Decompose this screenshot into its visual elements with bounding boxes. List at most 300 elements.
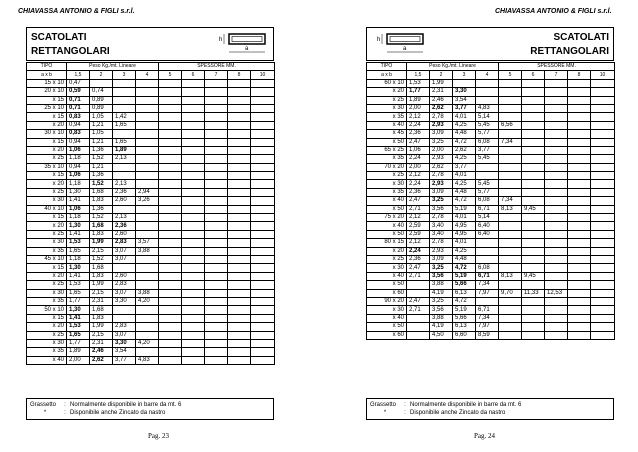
weight-cell bbox=[159, 214, 182, 222]
weight-cell: 6,08 bbox=[476, 264, 499, 272]
weight-cell bbox=[568, 180, 591, 188]
weight-cell bbox=[522, 172, 545, 180]
table-row bbox=[367, 306, 615, 314]
weight-cell bbox=[228, 348, 251, 356]
weight-cell: 1,41 bbox=[67, 230, 90, 238]
weight-cell bbox=[205, 79, 228, 87]
weight-cell bbox=[591, 104, 615, 112]
dimension-cell: x 20 bbox=[27, 180, 67, 188]
weight-cell: 4,25 bbox=[453, 121, 476, 129]
weight-cell: 1,77 bbox=[67, 297, 90, 305]
weight-cell: 3,07 bbox=[113, 247, 136, 255]
weight-cell bbox=[205, 339, 228, 347]
weight-cell bbox=[591, 331, 615, 339]
weight-cell: 2,12 bbox=[407, 172, 430, 180]
weight-cell: 6,71 bbox=[476, 306, 499, 314]
weight-cell bbox=[251, 146, 275, 154]
dimension-cell: x 40 bbox=[27, 356, 67, 364]
weight-cell: 1,41 bbox=[67, 272, 90, 280]
weight-cell bbox=[182, 255, 205, 263]
weight-cell bbox=[136, 306, 159, 314]
weight-cell bbox=[205, 323, 228, 331]
weight-cell bbox=[159, 331, 182, 339]
thickness-header-row bbox=[27, 71, 275, 79]
weight-cell bbox=[205, 96, 228, 104]
weight-cell: 1,83 bbox=[90, 197, 113, 205]
weight-cell bbox=[205, 222, 228, 230]
weight-cell: 1,65 bbox=[113, 121, 136, 129]
weight-cell: 3,77 bbox=[453, 104, 476, 112]
weight-cell: 0,94 bbox=[67, 163, 90, 171]
weight-cell bbox=[182, 230, 205, 238]
weight-cell: 4,72 bbox=[453, 297, 476, 305]
dimension-cell: x 20 bbox=[27, 222, 67, 230]
weight-cell: 4,25 bbox=[453, 180, 476, 188]
weight-cell bbox=[182, 239, 205, 247]
weight-cell bbox=[591, 289, 615, 297]
weight-cell: 0,71 bbox=[67, 104, 90, 112]
weight-cell bbox=[522, 214, 545, 222]
dimension-cell: x 50 bbox=[367, 281, 407, 289]
table-row bbox=[27, 113, 275, 121]
weight-cell bbox=[591, 306, 615, 314]
dimension-cell: x 15 bbox=[27, 96, 67, 104]
weight-cell bbox=[159, 155, 182, 163]
weight-cell bbox=[545, 264, 568, 272]
weight-cell bbox=[591, 264, 615, 272]
table-row bbox=[367, 255, 615, 263]
weight-cell bbox=[182, 197, 205, 205]
weight-cell bbox=[136, 314, 159, 322]
table-row bbox=[367, 146, 615, 154]
weight-cell bbox=[136, 348, 159, 356]
weight-cell: 2,93 bbox=[430, 155, 453, 163]
dimension-cell: x 35 bbox=[367, 188, 407, 196]
dimension-cell: x 30 bbox=[27, 239, 67, 247]
weight-cell bbox=[182, 289, 205, 297]
table-header-row bbox=[27, 63, 275, 71]
legend-right bbox=[366, 398, 614, 420]
table-row bbox=[27, 197, 275, 205]
weight-cell: 1,18 bbox=[67, 255, 90, 263]
weight-cell bbox=[522, 247, 545, 255]
weight-cell bbox=[568, 188, 591, 196]
table-row bbox=[367, 79, 615, 87]
weight-cell: 5,14 bbox=[476, 113, 499, 121]
weight-cell bbox=[545, 314, 568, 322]
weight-cell: 4,01 bbox=[453, 172, 476, 180]
weight-cell bbox=[251, 163, 275, 171]
weight-cell bbox=[499, 180, 522, 188]
table-row bbox=[27, 214, 275, 222]
thickness-col: 3 bbox=[453, 71, 476, 79]
weight-cell bbox=[499, 79, 522, 87]
dimension-cell: x 30 bbox=[367, 104, 407, 112]
table-row bbox=[367, 88, 615, 96]
company-name-right: CHIAVASSA ANTONIO & FIGLI s.r.l. bbox=[495, 8, 612, 15]
table-row bbox=[27, 230, 275, 238]
weight-cell bbox=[136, 104, 159, 112]
weight-cell bbox=[568, 163, 591, 171]
weight-cell bbox=[499, 163, 522, 171]
weight-cell: 3,07 bbox=[113, 289, 136, 297]
dimension-cell: 25 x 10 bbox=[27, 104, 67, 112]
weight-cell: 2,93 bbox=[430, 180, 453, 188]
legend-colon: : bbox=[404, 402, 406, 408]
weight-cell bbox=[499, 104, 522, 112]
weight-cell: 4,72 bbox=[453, 138, 476, 146]
weight-cell bbox=[251, 104, 275, 112]
weight-cell: 1,41 bbox=[67, 314, 90, 322]
weight-cell bbox=[136, 138, 159, 146]
table-row bbox=[27, 188, 275, 196]
weight-cell: 3,54 bbox=[453, 96, 476, 104]
weight-cell: 2,47 bbox=[407, 297, 430, 305]
weight-cell: 4,50 bbox=[430, 331, 453, 339]
weight-cell bbox=[591, 88, 615, 96]
weight-cell bbox=[545, 155, 568, 163]
weight-cell bbox=[205, 205, 228, 213]
weight-cell: 4,01 bbox=[453, 214, 476, 222]
table-row bbox=[367, 247, 615, 255]
weight-cell bbox=[568, 197, 591, 205]
dimension-cell: x 40 bbox=[367, 222, 407, 230]
weight-cell bbox=[545, 180, 568, 188]
weight-cell bbox=[591, 138, 615, 146]
weight-cell bbox=[136, 96, 159, 104]
weight-cell bbox=[159, 113, 182, 121]
weight-cell bbox=[251, 314, 275, 322]
legend-left bbox=[26, 398, 274, 420]
weight-cell bbox=[182, 323, 205, 331]
weight-cell: 6,60 bbox=[453, 331, 476, 339]
weight-cell bbox=[182, 205, 205, 213]
weight-cell: 2,83 bbox=[113, 323, 136, 331]
weight-cell bbox=[476, 163, 499, 171]
weight-cell bbox=[182, 79, 205, 87]
weight-cell bbox=[159, 289, 182, 297]
weight-cell bbox=[159, 96, 182, 104]
weight-cell bbox=[407, 314, 430, 322]
weight-cell bbox=[522, 180, 545, 188]
dimension-cell: 80 x 15 bbox=[367, 239, 407, 247]
weight-cell: 3,77 bbox=[476, 146, 499, 154]
weight-cell bbox=[228, 180, 251, 188]
section-diagram-right bbox=[373, 30, 429, 58]
table-row bbox=[27, 96, 275, 104]
weight-cell: 2,47 bbox=[407, 197, 430, 205]
weight-cell bbox=[522, 155, 545, 163]
weight-cell bbox=[568, 323, 591, 331]
weight-cell bbox=[568, 255, 591, 263]
weight-cell bbox=[228, 172, 251, 180]
weight-cell bbox=[228, 339, 251, 347]
weight-cell bbox=[251, 339, 275, 347]
weight-cell: 2,62 bbox=[430, 163, 453, 171]
table-row bbox=[27, 272, 275, 280]
weight-cell: 1,06 bbox=[407, 146, 430, 154]
weight-cell: 6,40 bbox=[476, 230, 499, 238]
dimension-cell: x 15 bbox=[27, 264, 67, 272]
weight-cell: 7,34 bbox=[476, 314, 499, 322]
weight-cell: 0,74 bbox=[90, 88, 113, 96]
weight-cell: 1,99 bbox=[90, 239, 113, 247]
weight-cell: 1,77 bbox=[407, 88, 430, 96]
weight-cell bbox=[159, 306, 182, 314]
weight-cell: 6,13 bbox=[453, 323, 476, 331]
weight-cell bbox=[228, 197, 251, 205]
weight-cell bbox=[228, 314, 251, 322]
dimension-cell: x 50 bbox=[367, 205, 407, 213]
weight-cell bbox=[591, 146, 615, 154]
weight-cell bbox=[182, 306, 205, 314]
weight-cell bbox=[499, 155, 522, 163]
weight-cell bbox=[522, 281, 545, 289]
weight-cell: 1,53 bbox=[67, 281, 90, 289]
dimension-cell: x 25 bbox=[27, 281, 67, 289]
weight-cell bbox=[182, 247, 205, 255]
weight-cell bbox=[591, 205, 615, 213]
weight-cell: 1,68 bbox=[90, 306, 113, 314]
spessore-header: SPESSORE MM. bbox=[499, 63, 615, 71]
dimension-cell: x 15 bbox=[27, 113, 67, 121]
weight-cell bbox=[182, 104, 205, 112]
weight-cell bbox=[136, 180, 159, 188]
table-row bbox=[27, 297, 275, 305]
dimension-cell: x 30 bbox=[367, 264, 407, 272]
weight-cell: 4,72 bbox=[453, 264, 476, 272]
weight-cell bbox=[591, 197, 615, 205]
weight-cell bbox=[205, 255, 228, 263]
weight-cell bbox=[182, 163, 205, 171]
weight-cell bbox=[591, 255, 615, 263]
weight-cell: 2,47 bbox=[407, 138, 430, 146]
diagram-label-a-left: a bbox=[245, 46, 249, 52]
weight-cell bbox=[522, 130, 545, 138]
page-number-left: Pag. 23 bbox=[148, 432, 169, 440]
weight-cell bbox=[113, 79, 136, 87]
weight-cell bbox=[159, 138, 182, 146]
weight-cell bbox=[476, 297, 499, 305]
weight-cell bbox=[182, 188, 205, 196]
weight-cell: 2,36 bbox=[407, 130, 430, 138]
weight-cell: 9,45 bbox=[522, 272, 545, 280]
weight-cell bbox=[568, 104, 591, 112]
weight-cell bbox=[568, 264, 591, 272]
weight-cell: 2,46 bbox=[430, 96, 453, 104]
weight-cell bbox=[407, 289, 430, 297]
weight-cell: 3,88 bbox=[136, 289, 159, 297]
weight-cell bbox=[182, 214, 205, 222]
weight-cell bbox=[251, 247, 275, 255]
weight-cell: 3,54 bbox=[113, 348, 136, 356]
weight-cell: 1,18 bbox=[67, 214, 90, 222]
weight-cell bbox=[113, 306, 136, 314]
weight-cell bbox=[205, 163, 228, 171]
dimension-cell: x 15 bbox=[27, 314, 67, 322]
dimension-cell: 65 x 25 bbox=[367, 146, 407, 154]
dimension-cell: x 20 bbox=[367, 88, 407, 96]
weight-cell bbox=[251, 205, 275, 213]
thickness-col: 4 bbox=[136, 71, 159, 79]
dimension-cell: x 35 bbox=[27, 348, 67, 356]
weight-cell bbox=[522, 96, 545, 104]
weight-cell bbox=[228, 205, 251, 213]
weight-cell bbox=[228, 138, 251, 146]
weight-cell bbox=[159, 323, 182, 331]
weight-cell bbox=[228, 155, 251, 163]
dimension-cell: x 30 bbox=[27, 197, 67, 205]
weight-cell bbox=[228, 188, 251, 196]
weight-cell bbox=[159, 297, 182, 305]
weight-cell bbox=[251, 121, 275, 129]
weight-cell bbox=[205, 172, 228, 180]
weight-cell bbox=[522, 306, 545, 314]
weight-cell: 5,19 bbox=[453, 272, 476, 280]
dimension-cell: x 20 bbox=[27, 323, 67, 331]
table-row bbox=[27, 323, 275, 331]
dimension-cell: x 30 bbox=[367, 180, 407, 188]
table-row bbox=[367, 180, 615, 188]
legend-row bbox=[30, 409, 270, 417]
weight-cell bbox=[159, 272, 182, 280]
weight-cell bbox=[182, 155, 205, 163]
weight-cell bbox=[591, 163, 615, 171]
weight-cell: 3,77 bbox=[453, 163, 476, 171]
table-row bbox=[27, 255, 275, 263]
page-title-right-line2: RETTANGOLARI bbox=[530, 46, 609, 57]
weight-cell bbox=[499, 323, 522, 331]
weight-cell bbox=[228, 331, 251, 339]
dimension-cell: x 25 bbox=[367, 96, 407, 104]
weight-cell bbox=[228, 264, 251, 272]
weight-cell bbox=[159, 205, 182, 213]
weight-cell: 2,59 bbox=[407, 222, 430, 230]
weight-cell: 8,13 bbox=[499, 272, 522, 280]
weight-cell: 2,24 bbox=[407, 180, 430, 188]
weight-cell bbox=[113, 205, 136, 213]
weight-cell bbox=[568, 289, 591, 297]
weight-cell bbox=[545, 146, 568, 154]
weight-cell: 3,26 bbox=[136, 197, 159, 205]
weight-cell: 3,30 bbox=[113, 339, 136, 347]
weight-cell bbox=[568, 172, 591, 180]
weight-cell bbox=[205, 348, 228, 356]
page-title-left-line2: RETTANGOLARI bbox=[31, 46, 110, 57]
weight-cell bbox=[182, 272, 205, 280]
weight-cell bbox=[182, 130, 205, 138]
weight-cell bbox=[228, 281, 251, 289]
weight-cell bbox=[228, 297, 251, 305]
weight-cell: 1,21 bbox=[90, 163, 113, 171]
weight-cell bbox=[545, 163, 568, 171]
weight-cell: 7,34 bbox=[476, 281, 499, 289]
weight-cell: 4,20 bbox=[136, 339, 159, 347]
weight-cell bbox=[228, 230, 251, 238]
weight-cell bbox=[228, 247, 251, 255]
weight-cell bbox=[591, 230, 615, 238]
weight-cell bbox=[251, 281, 275, 289]
weight-cell bbox=[136, 214, 159, 222]
weight-cell: 4,72 bbox=[453, 197, 476, 205]
weight-cell: 2,46 bbox=[90, 348, 113, 356]
dimension-cell: x 20 bbox=[367, 247, 407, 255]
weight-cell bbox=[251, 255, 275, 263]
weight-cell: 2,83 bbox=[113, 281, 136, 289]
weight-cell bbox=[522, 222, 545, 230]
weight-cell bbox=[499, 264, 522, 272]
weight-cell bbox=[251, 188, 275, 196]
weight-cell bbox=[476, 172, 499, 180]
title-box-right bbox=[366, 27, 614, 61]
weight-cell bbox=[251, 289, 275, 297]
dimension-cell: x 15 bbox=[27, 172, 67, 180]
peso-header: Peso Kg./mt. Lineare bbox=[407, 63, 499, 71]
weight-cell bbox=[251, 264, 275, 272]
weight-cell bbox=[499, 146, 522, 154]
weight-cell: 1,30 bbox=[67, 188, 90, 196]
weight-cell: 1,42 bbox=[113, 113, 136, 121]
weight-cell: 4,19 bbox=[430, 289, 453, 297]
weight-cell bbox=[182, 138, 205, 146]
weight-cell: 6,56 bbox=[499, 121, 522, 129]
weight-cell bbox=[182, 96, 205, 104]
weight-cell: 1,06 bbox=[67, 205, 90, 213]
weight-cell bbox=[136, 281, 159, 289]
weight-cell: 4,95 bbox=[453, 222, 476, 230]
thickness-header-row bbox=[367, 71, 615, 79]
weight-cell bbox=[228, 239, 251, 247]
weight-cell bbox=[159, 339, 182, 347]
legend-text: Normalmente disponibile in barre da mt. 6 bbox=[70, 402, 182, 408]
weight-cell: 1,83 bbox=[90, 272, 113, 280]
weight-cell: 2,93 bbox=[430, 247, 453, 255]
table-row bbox=[27, 247, 275, 255]
weight-cell: 2,31 bbox=[90, 339, 113, 347]
thickness-col: 8 bbox=[568, 71, 591, 79]
weight-cell: 2,24 bbox=[407, 247, 430, 255]
weight-cell bbox=[545, 104, 568, 112]
table-row bbox=[27, 130, 275, 138]
weight-cell: 3,40 bbox=[430, 230, 453, 238]
dimension-cell: 15 x 10 bbox=[27, 79, 67, 87]
thickness-col: 10 bbox=[251, 71, 275, 79]
weight-cell: 1,52 bbox=[90, 255, 113, 263]
table-row bbox=[367, 323, 615, 331]
weight-cell: 2,78 bbox=[430, 214, 453, 222]
weight-cell bbox=[476, 239, 499, 247]
weight-cell: 4,20 bbox=[136, 297, 159, 305]
weight-cell: 1,99 bbox=[430, 79, 453, 87]
dimension-cell: 90 x 20 bbox=[367, 297, 407, 305]
weight-cell bbox=[568, 297, 591, 305]
dimension-cell: x 40 bbox=[367, 272, 407, 280]
weight-cell bbox=[136, 264, 159, 272]
weight-cell bbox=[136, 323, 159, 331]
weight-cell: 5,66 bbox=[453, 281, 476, 289]
weight-cell: 1,89 bbox=[113, 146, 136, 154]
weight-cell bbox=[568, 247, 591, 255]
weight-cell: 4,25 bbox=[453, 247, 476, 255]
weight-cell bbox=[228, 163, 251, 171]
table-row bbox=[367, 205, 615, 213]
weight-cell bbox=[159, 146, 182, 154]
weight-cell bbox=[568, 155, 591, 163]
weight-cell: 3,88 bbox=[136, 247, 159, 255]
table-row bbox=[367, 289, 615, 297]
weight-cell: 7,97 bbox=[476, 289, 499, 297]
weight-cell bbox=[205, 289, 228, 297]
